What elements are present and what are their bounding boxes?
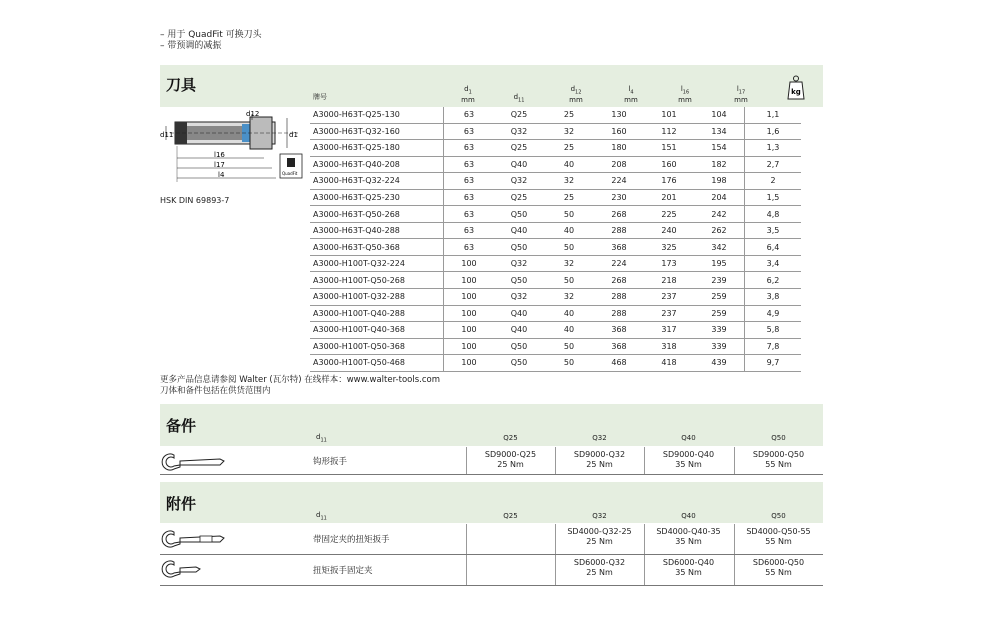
torque-wrench-icon: [160, 528, 230, 554]
value-cell: 160: [644, 156, 694, 173]
column-header-d11: $d_{11}$: [513, 93, 525, 104]
column-header-l17: $l_{17}$ mm: [734, 85, 748, 105]
table-row: [310, 206, 801, 223]
designation-cell: A3000-H63T-Q40-288: [310, 222, 444, 239]
part-cell: SD4000-Q32-25 25 Nm: [567, 527, 632, 546]
value-cell: 32: [544, 123, 594, 140]
item-name: 扭矩扳手固定夹: [313, 566, 373, 576]
value-cell: 63: [444, 189, 495, 206]
table-row: [310, 322, 801, 339]
designation-cell: A3000-H63T-Q25-180: [310, 140, 444, 157]
value-cell: 368: [594, 322, 644, 339]
d1-label: d1: [289, 131, 298, 139]
weight-cell: 2,7: [745, 156, 802, 173]
weight-cell: 3,5: [745, 222, 802, 239]
size-header-q32: Q32: [592, 512, 607, 520]
value-cell: 101: [644, 107, 694, 123]
item-name: 钩形扳手: [313, 456, 348, 467]
table-row: [310, 289, 801, 306]
value-cell: 239: [694, 272, 745, 289]
size-header-q50: Q50: [771, 434, 786, 442]
designation-cell: A3000-H63T-Q50-368: [310, 239, 444, 256]
value-cell: 224: [594, 173, 644, 190]
value-cell: 237: [644, 305, 694, 322]
value-cell: 63: [444, 222, 495, 239]
value-cell: 25: [544, 107, 594, 123]
value-cell: 339: [694, 322, 745, 339]
row-divider: [160, 474, 823, 475]
size-header-q40: Q40: [681, 512, 696, 520]
value-cell: 40: [544, 305, 594, 322]
value-cell: 63: [444, 156, 495, 173]
value-cell: 63: [444, 123, 495, 140]
value-cell: 288: [594, 305, 644, 322]
column-divider: [644, 447, 645, 474]
value-cell: Q50: [494, 239, 544, 256]
weight-cell: 1,6: [745, 123, 802, 140]
weight-cell: 2: [745, 173, 802, 190]
part-cell: SD6000-Q40 35 Nm: [662, 558, 715, 577]
value-cell: 50: [544, 206, 594, 223]
value-cell: 176: [644, 173, 694, 190]
column-divider: [734, 524, 735, 554]
column-divider: [734, 447, 735, 474]
value-cell: 154: [694, 140, 745, 157]
weight-cell: 3,8: [745, 289, 802, 306]
table-row: [310, 222, 801, 239]
value-cell: 40: [544, 156, 594, 173]
note-line: 更多产品信息请参阅 Walter (瓦尔特) 在线样本：www.walter-tools.com: [160, 375, 440, 385]
designation-cell: A3000-H63T-Q25-130: [310, 107, 444, 123]
value-cell: 63: [444, 239, 495, 256]
standard-label: HSK DIN 69893-7: [160, 196, 230, 205]
column-divider: [555, 555, 556, 585]
part-cell: SD9000-Q32 25 Nm: [573, 450, 626, 469]
weight-cell: 6,4: [745, 239, 802, 256]
value-cell: 225: [644, 206, 694, 223]
column-header-d1: $d_1$ mm: [461, 85, 475, 105]
value-cell: Q32: [494, 289, 544, 306]
value-cell: Q40: [494, 222, 544, 239]
part-cell: SD4000-Q50-55 55 Nm: [746, 527, 811, 546]
value-cell: 204: [694, 189, 745, 206]
designation-cell: A3000-H63T-Q25-230: [310, 189, 444, 206]
value-cell: 100: [444, 338, 495, 355]
value-cell: 50: [544, 239, 594, 256]
column-divider: [555, 447, 556, 474]
value-cell: Q50: [494, 206, 544, 223]
value-cell: 100: [444, 322, 495, 339]
value-cell: 198: [694, 173, 745, 190]
table-row: [310, 173, 801, 190]
value-cell: 268: [594, 272, 644, 289]
part-cell: SD4000-Q40-35 35 Nm: [656, 527, 721, 546]
value-cell: 208: [594, 156, 644, 173]
value-cell: Q25: [494, 140, 544, 157]
value-cell: 288: [594, 222, 644, 239]
value-cell: 259: [694, 305, 745, 322]
value-cell: 242: [694, 206, 745, 223]
weight-cell: 7,8: [745, 338, 802, 355]
tools-title: 刀具: [166, 76, 197, 94]
value-cell: Q25: [494, 107, 544, 123]
designation-cell: A3000-H63T-Q32-224: [310, 173, 444, 190]
value-cell: 182: [694, 156, 745, 173]
spare-d11-header: $d_{11}$: [316, 433, 327, 444]
designation-cell: A3000-H100T-Q40-368: [310, 322, 444, 339]
value-cell: Q50: [494, 272, 544, 289]
value-cell: 130: [594, 107, 644, 123]
value-cell: 50: [544, 272, 594, 289]
note-line: 刀体和备件包括在供货范围内: [160, 386, 271, 396]
part-cell: SD6000-Q50 55 Nm: [752, 558, 805, 577]
value-cell: 368: [594, 239, 644, 256]
column-divider: [466, 555, 467, 585]
part-cell: SD9000-Q25 25 Nm: [484, 450, 537, 469]
value-cell: 230: [594, 189, 644, 206]
designation-cell: A3000-H100T-Q50-368: [310, 338, 444, 355]
value-cell: 63: [444, 206, 495, 223]
table-row: [310, 239, 801, 256]
value-cell: Q32: [494, 255, 544, 272]
part-cell: SD9000-Q40 35 Nm: [662, 450, 715, 469]
weight-cell: 9,7: [745, 355, 802, 372]
value-cell: Q50: [494, 338, 544, 355]
value-cell: 418: [644, 355, 694, 372]
table-row: [310, 189, 801, 206]
value-cell: 173: [644, 255, 694, 272]
tools-table: [310, 107, 801, 372]
designation-cell: A3000-H63T-Q50-268: [310, 206, 444, 223]
column-header-l4: $l_4$ mm: [624, 85, 638, 105]
row-divider: [160, 585, 823, 586]
value-cell: 100: [444, 272, 495, 289]
value-cell: 237: [644, 289, 694, 306]
weight-cell: 5,8: [745, 322, 802, 339]
designation-header: 牌号: [313, 93, 327, 101]
value-cell: 342: [694, 239, 745, 256]
column-header-d12: $d_{12}$ mm: [569, 85, 583, 105]
value-cell: 201: [644, 189, 694, 206]
value-cell: 100: [444, 289, 495, 306]
weight-cell: 4,8: [745, 206, 802, 223]
accessories-d11-header: $d_{11}$: [316, 511, 327, 522]
value-cell: 50: [544, 338, 594, 355]
designation-cell: A3000-H100T-Q50-268: [310, 272, 444, 289]
size-header-q50: Q50: [771, 512, 786, 520]
value-cell: 40: [544, 222, 594, 239]
value-cell: 134: [694, 123, 745, 140]
l17-label: l17: [214, 161, 225, 169]
column-header-l16: $l_{16}$ mm: [678, 85, 692, 105]
value-cell: Q40: [494, 156, 544, 173]
d12-label: d12: [246, 110, 260, 118]
value-cell: 112: [644, 123, 694, 140]
designation-cell: A3000-H63T-Q32-160: [310, 123, 444, 140]
l16-label: l16: [214, 151, 225, 159]
weight-cell: 1,1: [745, 107, 802, 123]
value-cell: 25: [544, 189, 594, 206]
value-cell: 50: [544, 355, 594, 372]
column-divider: [734, 555, 735, 585]
designation-cell: A3000-H100T-Q50-468: [310, 355, 444, 372]
accessories-title: 附件: [166, 495, 197, 513]
value-cell: Q40: [494, 305, 544, 322]
value-cell: 439: [694, 355, 745, 372]
d11-label: d11: [160, 131, 174, 139]
value-cell: 32: [544, 173, 594, 190]
part-cell: SD9000-Q50 55 Nm: [752, 450, 805, 469]
table-row: [310, 255, 801, 272]
value-cell: 104: [694, 107, 745, 123]
value-cell: 288: [594, 289, 644, 306]
designation-cell: A3000-H100T-Q32-288: [310, 289, 444, 306]
value-cell: 100: [444, 255, 495, 272]
value-cell: Q32: [494, 173, 544, 190]
weight-cell: 6,2: [745, 272, 802, 289]
table-row: [310, 305, 801, 322]
size-header-q25: Q25: [503, 512, 518, 520]
intro-notes: [160, 30, 262, 52]
value-cell: 25: [544, 140, 594, 157]
value-cell: Q25: [494, 189, 544, 206]
value-cell: 32: [544, 255, 594, 272]
value-cell: 63: [444, 140, 495, 157]
clamp-icon: [160, 558, 210, 584]
column-divider: [644, 524, 645, 554]
size-header-q32: Q32: [592, 434, 607, 442]
value-cell: 318: [644, 338, 694, 355]
quadfit-label: QuadFit: [282, 171, 298, 176]
value-cell: Q50: [494, 355, 544, 372]
part-cell: SD6000-Q32 25 Nm: [573, 558, 626, 577]
table-row: [310, 140, 801, 157]
weight-cell: 3,4: [745, 255, 802, 272]
l4-label: l4: [218, 171, 225, 179]
intro-line: – 带预调的减振: [160, 41, 222, 51]
spare-title: 备件: [166, 417, 197, 435]
catalog-notes: [160, 375, 440, 397]
column-divider: [644, 555, 645, 585]
table-row: [310, 355, 801, 372]
value-cell: Q32: [494, 123, 544, 140]
table-row: [310, 123, 801, 140]
value-cell: 151: [644, 140, 694, 157]
value-cell: 180: [594, 140, 644, 157]
weight-cell: 1,3: [745, 140, 802, 157]
table-row: [310, 107, 801, 123]
weight-unit: kg: [791, 88, 801, 96]
value-cell: 317: [644, 322, 694, 339]
value-cell: 40: [544, 322, 594, 339]
intro-line: – 用于 QuadFit 可换刀头: [160, 30, 262, 40]
weight-cell: 4,9: [745, 305, 802, 322]
size-header-q25: Q25: [503, 434, 518, 442]
table-row: [310, 338, 801, 355]
row-divider: [160, 554, 823, 555]
item-name: 带固定夹的扭矩扳手: [313, 535, 390, 545]
tool-drawing: [160, 108, 305, 192]
value-cell: 224: [594, 255, 644, 272]
value-cell: 339: [694, 338, 745, 355]
value-cell: 63: [444, 107, 495, 123]
column-divider: [555, 524, 556, 554]
size-header-q40: Q40: [681, 434, 696, 442]
column-divider: [466, 524, 467, 554]
value-cell: 160: [594, 123, 644, 140]
value-cell: 100: [444, 355, 495, 372]
value-cell: 218: [644, 272, 694, 289]
designation-cell: A3000-H63T-Q40-208: [310, 156, 444, 173]
value-cell: 195: [694, 255, 745, 272]
value-cell: 240: [644, 222, 694, 239]
designation-cell: A3000-H100T-Q32-224: [310, 255, 444, 272]
value-cell: 100: [444, 305, 495, 322]
value-cell: 259: [694, 289, 745, 306]
value-cell: 32: [544, 289, 594, 306]
value-cell: 262: [694, 222, 745, 239]
weight-cell: 1,5: [745, 189, 802, 206]
value-cell: 63: [444, 173, 495, 190]
designation-cell: A3000-H100T-Q40-288: [310, 305, 444, 322]
value-cell: Q40: [494, 322, 544, 339]
value-cell: 468: [594, 355, 644, 372]
table-row: [310, 156, 801, 173]
value-cell: 368: [594, 338, 644, 355]
hook-wrench-icon: [160, 451, 230, 477]
value-cell: 325: [644, 239, 694, 256]
weight-icon: [787, 75, 805, 105]
table-row: [310, 272, 801, 289]
value-cell: 268: [594, 206, 644, 223]
column-divider: [466, 447, 467, 474]
